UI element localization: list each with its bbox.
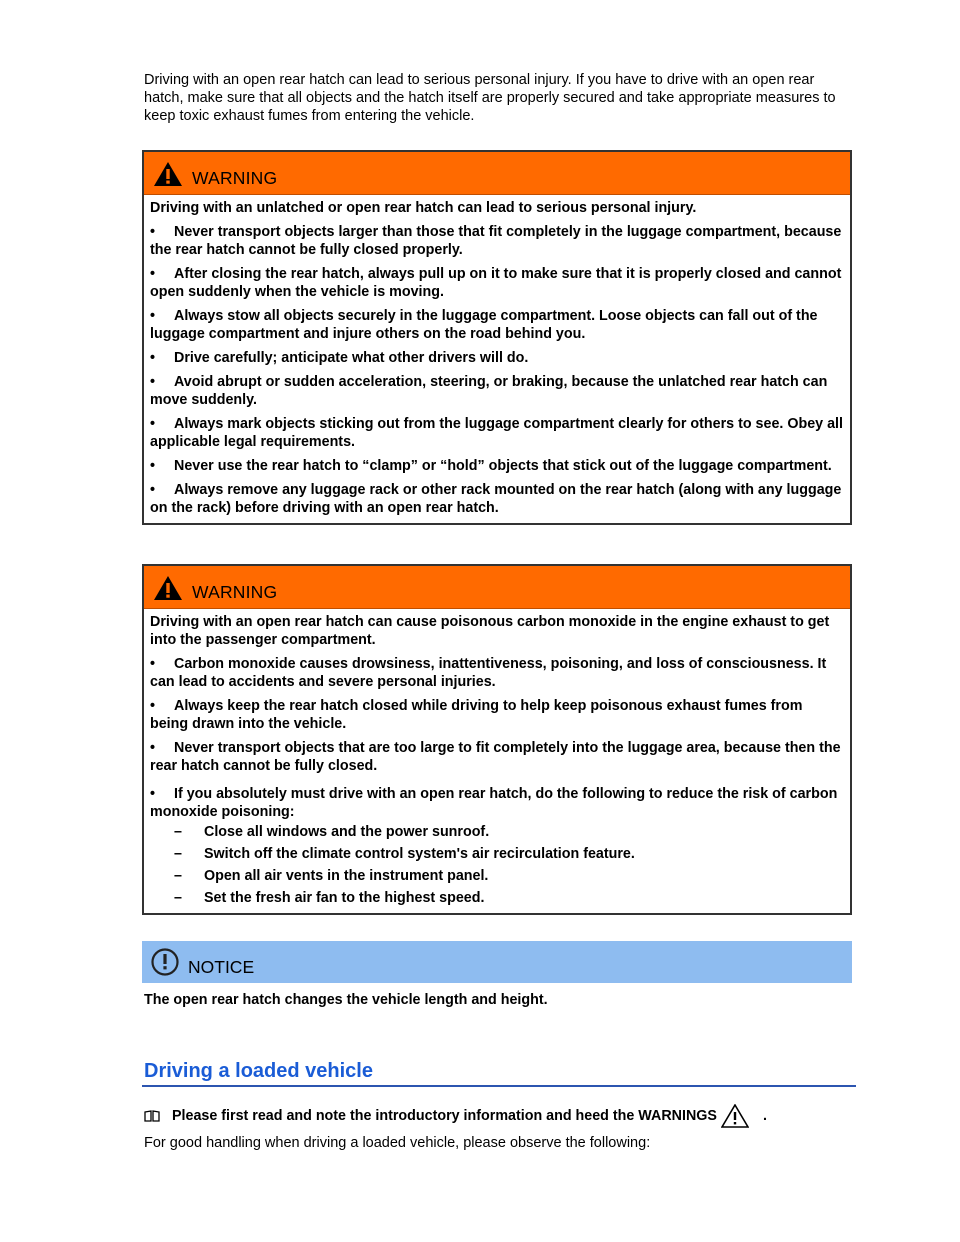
warning-list: [150, 655, 844, 907]
sub-list: [150, 823, 844, 907]
sub-list-item: – Open all air vents in the instrument panel.: [174, 868, 489, 884]
bullet-icon: •: [150, 482, 156, 498]
sub-list-item: – Set the fresh air fan to the highest speed.: [174, 890, 485, 906]
warning-title: WARNING: [192, 582, 278, 602]
bullet-icon: •: [150, 458, 156, 474]
list-item: • Always stow all objects securely in the luggage compartment. Loose objects can fall out of the luggage compartment and injure others on the road behind you.: [150, 308, 818, 342]
list-item: • Never transport objects that are too large to fit completely into the luggage area, because then the rear hatch cannot be fully closed.: [150, 740, 841, 774]
bullet-icon: •: [150, 266, 156, 282]
warning-header: [144, 566, 850, 609]
warning-triangle-icon: [153, 161, 183, 187]
list-item: • Avoid abrupt or sudden acceleration, steering, or braking, because the unlatched rear hatch can move suddenly.: [150, 374, 828, 408]
sub-list-item: – Close all windows and the power sunroof.: [174, 824, 490, 840]
bullet-icon: •: [150, 416, 156, 432]
bullet-icon: •: [150, 308, 156, 324]
intro-paragraph: Driving with an open rear hatch can lead to serious personal injury. If you have to drive with an open rear hatch, make sure that all objects and the hatch itself are properly secured and take appropriate measures to keep toxic exhaust fumes from entering the vehicle.: [144, 72, 836, 124]
warning-body: [144, 195, 850, 523]
list-item: • Always mark objects sticking out from the luggage compartment clearly for others to see. Obey all applicable legal requirements.: [150, 416, 843, 450]
list-item: • Always remove any luggage rack or other rack mounted on the rear hatch (along with any luggage on the rack) before driving with an open rear hatch.: [150, 482, 842, 516]
bullet-icon: •: [150, 786, 156, 802]
notice-title: NOTICE: [188, 957, 255, 977]
warning-box-carbon-monoxide: [142, 564, 852, 915]
book-icon: [144, 1110, 160, 1122]
read-note-text: Please first read and note the introductory information and heed the WARNINGS: [172, 1107, 717, 1124]
warning-triangle-icon: [153, 575, 183, 601]
bullet-icon: •: [150, 374, 156, 390]
warning-box-unlatched-hatch: [142, 150, 852, 525]
dash-icon: –: [174, 868, 182, 884]
read-note: [144, 1104, 767, 1128]
section-title: Driving a loaded vehicle: [144, 1060, 373, 1082]
warning-body: [144, 609, 850, 913]
list-item: • Never use the rear hatch to “clamp” or “hold” objects that stick out of the luggage compartment.: [150, 458, 832, 474]
bullet-icon: •: [150, 656, 156, 672]
exclamation-circle-icon: [150, 947, 180, 977]
section-paragraph: For good handling when driving a loaded vehicle, please observe the following:: [144, 1135, 651, 1151]
warning-lead: Driving with an open rear hatch can cause poisonous carbon monoxide in the engine exhaust to get into the passenger compartment.: [150, 614, 830, 648]
list-item: • Drive carefully; anticipate what other drivers will do.: [150, 350, 529, 366]
list-item: • After closing the rear hatch, always pull up on it to make sure that it is properly closed and cannot open suddenly when the vehicle is moving.: [150, 266, 842, 300]
list-item: • Never transport objects larger than those that fit completely in the luggage compartment, because the rear hatch cannot be fully closed properly.: [150, 224, 842, 258]
warning-header: [144, 152, 850, 195]
dash-icon: –: [174, 824, 182, 840]
dash-icon: –: [174, 890, 182, 906]
bullet-icon: •: [150, 698, 156, 714]
bullet-icon: •: [150, 740, 156, 756]
warning-lead: Driving with an unlatched or open rear hatch can lead to serious personal injury.: [150, 200, 697, 216]
read-note-period: .: [762, 1107, 767, 1124]
bullet-icon: •: [150, 350, 156, 366]
list-item: • If you absolutely must drive with an open rear hatch, do the following to reduce the risk of carbon monoxide poisoning: – Close all windows and the power sunroof. – Switch off the climate control system's air recirculation feature. – Open all air vents in the instrument panel. – Set the fresh air fan to the highest speed.: [150, 785, 844, 907]
bullet-icon: •: [150, 224, 156, 240]
warning-list: [150, 223, 844, 517]
list-item: • Carbon monoxide causes drowsiness, inattentiveness, poisoning, and loss of consciousness. It can lead to accidents and severe personal injuries.: [150, 656, 827, 690]
sub-list-item: – Switch off the climate control system's air recirculation feature.: [174, 846, 635, 862]
list-item: • Always keep the rear hatch closed while driving to help keep poisonous exhaust fumes from being drawn into the vehicle.: [150, 698, 803, 732]
section-divider: [142, 1085, 856, 1087]
notice-header: [142, 941, 852, 983]
notice-text: The open rear hatch changes the vehicle length and height.: [144, 992, 548, 1008]
dash-icon: –: [174, 846, 182, 862]
warning-triangle-icon: [721, 1104, 749, 1128]
warning-title: WARNING: [192, 168, 278, 188]
